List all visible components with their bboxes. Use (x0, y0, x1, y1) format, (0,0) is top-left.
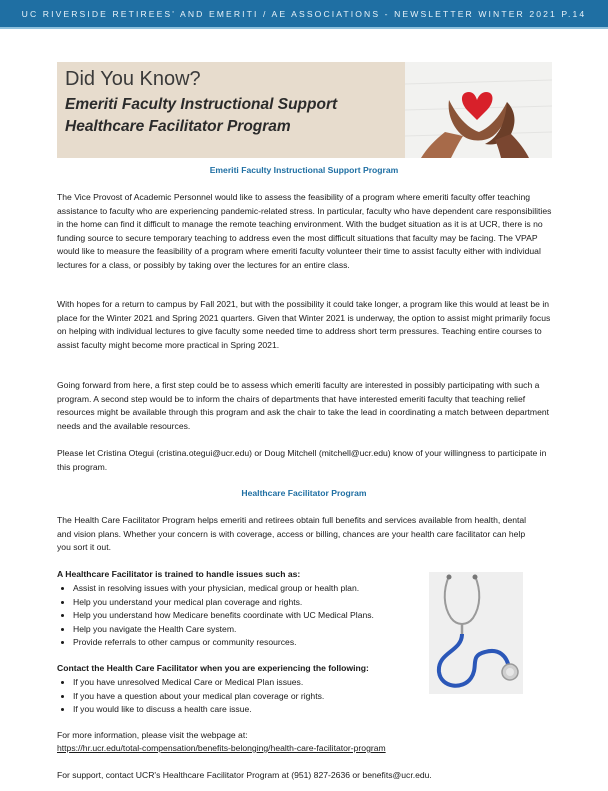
newsletter-header-bar (0, 0, 608, 29)
emeriti-paragraph-4: Please let Cristina Otegui (cristina.otegui@ucr.edu) or Doug Mitchell (mitchell@ucr.edu) know of your willingness to participate in this program. (57, 448, 547, 472)
contact-facilitator-list (57, 676, 473, 717)
list-item: • Provide referrals to other campus or community resources. (73, 636, 473, 650)
section-heading-emeriti-support: Emeriti Faculty Instructional Support Program (209, 165, 399, 175)
list-item: • If you have unresolved Medical Care or Medical Plan issues. (73, 676, 473, 690)
did-you-know-banner (57, 62, 552, 158)
banner-title: Did You Know? (65, 68, 201, 90)
facilitator-program-url[interactable]: https://hr.ucr.edu/total-compensation/benefits-belonging/health-care-facilitator-program (57, 743, 386, 753)
list-item: • If you would like to discuss a health care issue. (73, 703, 473, 717)
support-contact-text: For support, contact UCR's Healthcare Facilitator Program at (951) 827-2636 or benefits@ucr.edu. (57, 770, 432, 780)
banner-subtitle-line1: Emeriti Faculty Instructional Support (65, 96, 338, 113)
banner-subtitle-line2: Healthcare Facilitator Program (65, 118, 291, 135)
list-item: • Help you understand your medical plan coverage and rights. (73, 596, 473, 610)
facilitator-program-link[interactable] (57, 742, 552, 756)
list-item: • Help you understand how Medicare benefits coordinate with UC Medical Plans. (73, 609, 473, 623)
emeriti-paragraph-3: Going forward from here, a first step could be to assess which emeriti faculty are interested in possibly participating with such a program. A second step would be to inform the chairs of departments that have interested emeriti faculty that teaching relief resources might be available through this program and ask the chair to take the lead in coordinating a match between department needs and the available resources. (57, 380, 550, 431)
newsletter-header-text: UC RIVERSIDE RETIREES' AND EMERITI / AE ASSOCIATIONS - NEWSLETTER WINTER 2021 P.14 (21, 8, 587, 19)
hands-holding-heart-icon (405, 62, 552, 158)
list-item: • Help you navigate the Health Care system. (73, 623, 473, 637)
emeriti-paragraph-2: With hopes for a return to campus by Fall 2021, but with the possibility it could take longer, a program like this would at least be in place for the Winter 2021 and Spring 2021 quarters. Given that Winter 2021 is underway, the option to assist might primarily focus on helping with individual lectures to give faculty some needed time to address short term pressures. Teaching entire courses to assist faculty might become more practical in Spring 2021. (57, 299, 551, 350)
emeriti-paragraph-1: The Vice Provost of Academic Personnel would like to assess the feasibility of a program where emeriti faculty offer teaching assistance to faculty who are experiencing pandemic-related stress. In particular, faculty who have dependent care responsibilities in the home can find it difficult to manage the remote teaching environment. With the budget situation as it is at UCR, there is no funding source to secure temporary teaching to address even the most difficult situations that faculty may be facing. The VPAP would like to measure the feasibility of a program where emeriti faculty volunteer their time to assist faculty either with individual lectures for a class, or possibly by taking over the lectures for an entire class. (57, 192, 552, 270)
list-item: • Assist in resolving issues with your physician, medical group or health plan. (73, 582, 473, 596)
more-info-text: For more information, please visit the webpage at: (57, 730, 248, 740)
section-heading-healthcare-facilitator: Healthcare Facilitator Program (241, 488, 367, 498)
facilitator-issues-list (57, 582, 473, 650)
healthcare-intro-paragraph: The Health Care Facilitator Program helps emeriti and retirees obtain full benefits and services available from health, dental and vision plans. Whether your concern is with coverage, access or billing, chances are your health care facilitator can help you sort it out. (57, 515, 527, 553)
list-item: • If you have a question about your medical plan coverage or rights. (73, 690, 473, 704)
facilitator-issues-heading: A Healthcare Facilitator is trained to handle issues such as: (57, 569, 301, 579)
contact-facilitator-heading: Contact the Health Care Facilitator when you are experiencing the following: (57, 663, 369, 673)
